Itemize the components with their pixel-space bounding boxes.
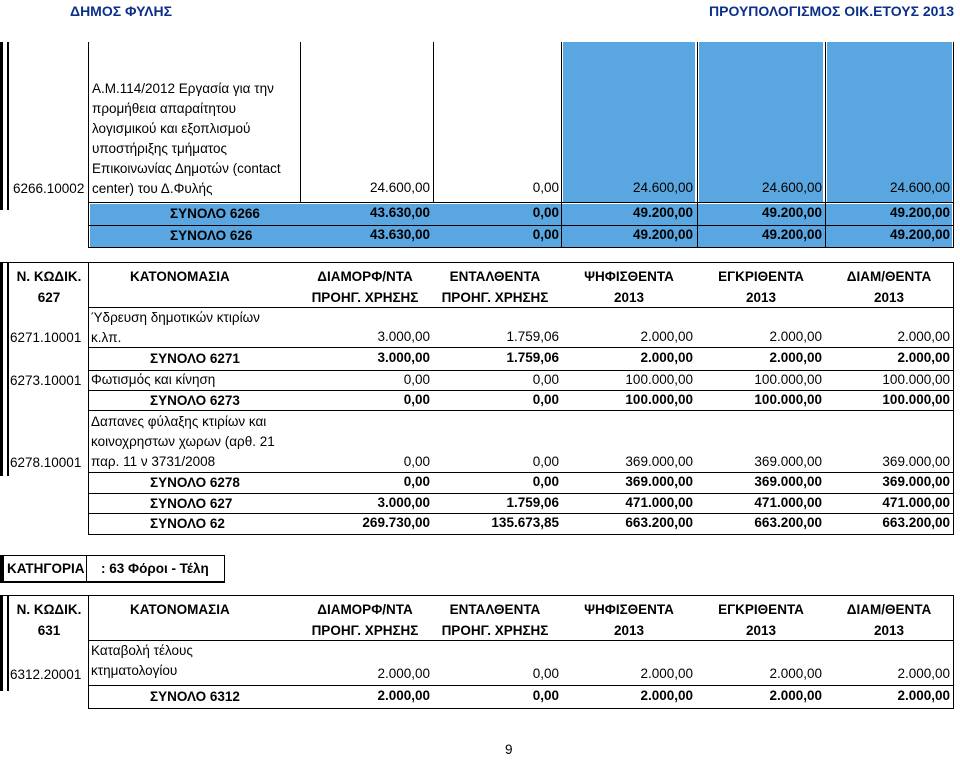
header-code: Ν. ΚΩΔΙΚ.	[16, 602, 82, 617]
header-c4-sub: 2013	[745, 290, 777, 305]
total-v5: 49.200,00	[889, 205, 950, 220]
row-v4: 24.600,00	[761, 180, 822, 195]
total-v1: 269.730,00	[362, 515, 430, 530]
row-v1: 2.000,00	[377, 666, 430, 681]
row-v4: 100.000,00	[754, 372, 822, 387]
row-v2: 1.759,06	[506, 329, 559, 344]
row-v5: 369.000,00	[882, 454, 950, 469]
total-v4: 2.000,00	[769, 350, 822, 365]
total-v2: 0,00	[532, 474, 559, 489]
total-v5: 100.000,00	[882, 392, 950, 407]
row-name: Φωτισμός και κίνηση	[91, 372, 216, 387]
total-v2: 1.759,06	[506, 495, 559, 510]
header-name: ΚΑΤΟΝΟΜΑΣΙΑ	[130, 269, 230, 284]
total-v1: 2.000,00	[377, 688, 430, 703]
total-v5: 2.000,00	[897, 350, 950, 365]
total-v2: 0,00	[532, 227, 559, 242]
municipality-title: ΔΗΜΟΣ ΦΥΛΗΣ	[70, 3, 173, 19]
total-v1: 0,00	[403, 392, 430, 407]
row-v3: 2.000,00	[640, 329, 693, 344]
row-name: Καταβολή τέλους κτηματολογίου	[91, 643, 193, 678]
total-v1: 3.000,00	[377, 350, 430, 365]
budget-title: ΠΡΟΥΠΟΛΟΓΙΣΜΟΣ ΟΙΚ.ΕΤΟΥΣ 2013	[709, 3, 954, 19]
category-value: : 63 Φόροι - Τέλη	[101, 561, 209, 576]
row-v3: 2.000,00	[640, 666, 693, 681]
header-c2: ΕΝΤΑΛΘΕΝΤΑ	[449, 602, 541, 617]
row-v5: 2.000,00	[897, 329, 950, 344]
header-c4: ΕΓΚΡΙΘΕΝΤΑ	[718, 602, 804, 617]
row-v1: 0,00	[403, 372, 430, 387]
total-v1: 3.000,00	[377, 495, 430, 510]
header-c2-sub: ΠΡΟΗΓ. ΧΡΗΣΗΣ	[441, 623, 549, 638]
total-v5: 369.000,00	[882, 474, 950, 489]
row-code: 6278.10001	[10, 455, 82, 470]
category-box	[0, 555, 225, 583]
row-v3: 100.000,00	[625, 372, 693, 387]
total-label: ΣΥΝΟΛΟ 6312	[150, 689, 240, 704]
row-v2: 0,00	[532, 666, 559, 681]
total-label: ΣΥΝΟΛΟ 62	[150, 516, 225, 531]
total-v2: 0,00	[532, 392, 559, 407]
total-v4: 49.200,00	[761, 227, 822, 242]
total-label: ΣΥΝΟΛΟ 626	[170, 228, 253, 243]
total-v4: 471.000,00	[754, 495, 822, 510]
total-v5: 2.000,00	[897, 688, 950, 703]
row-v4: 369.000,00	[754, 454, 822, 469]
total-v5: 49.200,00	[889, 227, 950, 242]
total-label: ΣΥΝΟΛΟ 6271	[150, 351, 240, 366]
total-label: ΣΥΝΟΛΟ 6273	[150, 393, 240, 408]
row-v2: 0,00	[532, 454, 559, 469]
total-v2: 1.759,06	[506, 350, 559, 365]
total-v3: 49.200,00	[632, 227, 693, 242]
total-v1: 43.630,00	[369, 227, 430, 242]
total-v4: 369.000,00	[754, 474, 822, 489]
header-c1-sub: ΠΡΟΗΓ. ΧΡΗΣΗΣ	[311, 290, 419, 305]
header-c3: ΨΗΦΙΣΘΕΝΤΑ	[584, 602, 674, 617]
header-c5-sub: 2013	[873, 290, 905, 305]
header-code-sub: 631	[37, 623, 61, 638]
total-v2: 135.673,85	[491, 515, 559, 530]
total-v3: 2.000,00	[640, 688, 693, 703]
header-c3-sub: 2013	[613, 623, 645, 638]
row-v1: 24.600,00	[369, 180, 430, 195]
header-code: Ν. ΚΩΔΙΚ.	[16, 269, 82, 284]
row-v4: 2.000,00	[769, 666, 822, 681]
total-v3: 471.000,00	[625, 495, 693, 510]
row-v2: 0,00	[532, 180, 559, 195]
row-v5: 100.000,00	[882, 372, 950, 387]
total-v4: 49.200,00	[761, 205, 822, 220]
total-v3: 100.000,00	[625, 392, 693, 407]
top-block	[0, 42, 960, 252]
header-c3-sub: 2013	[613, 290, 645, 305]
row-v5: 24.600,00	[889, 180, 950, 195]
row-v3: 369.000,00	[625, 454, 693, 469]
total-v5: 471.000,00	[882, 495, 950, 510]
row-code: 6273.10001	[10, 373, 82, 388]
header-code-sub: 627	[37, 290, 61, 305]
header-c2: ΕΝΤΑΛΘΕΝΤΑ	[449, 269, 541, 284]
total-label: ΣΥΝΟΛΟ 627	[150, 496, 233, 511]
block-627	[0, 262, 960, 542]
row-name: Ύδρευση δημοτικών κτιρίων κ.λπ.	[91, 310, 260, 345]
total-v2: 0,00	[532, 688, 559, 703]
total-label: ΣΥΝΟΛΟ 6278	[150, 475, 240, 490]
row-code: 6312.20001	[10, 667, 82, 682]
total-v5: 663.200,00	[882, 515, 950, 530]
total-v3: 369.000,00	[625, 474, 693, 489]
total-v1: 0,00	[403, 474, 430, 489]
row-v2: 0,00	[532, 372, 559, 387]
header-c4: ΕΓΚΡΙΘΕΝΤΑ	[718, 269, 804, 284]
total-v2: 0,00	[532, 205, 559, 220]
header-c1: ΔΙΑΜΟΡΦ/ΝΤΑ	[317, 602, 413, 617]
row-code: 6266.10002	[13, 181, 85, 196]
blue-col-c3	[563, 42, 695, 202]
row-v4: 2.000,00	[769, 329, 822, 344]
total-v1: 43.630,00	[369, 205, 430, 220]
category-label: ΚΑΤΗΓΟΡΙΑ	[7, 561, 85, 576]
header-c1: ΔΙΑΜΟΡΦ/ΝΤΑ	[317, 269, 413, 284]
total-v4: 663.200,00	[754, 515, 822, 530]
row-v5: 2.000,00	[897, 666, 950, 681]
row-v1: 0,00	[403, 454, 430, 469]
block-631	[0, 595, 960, 710]
total-v3: 49.200,00	[632, 205, 693, 220]
header-c5-sub: 2013	[873, 623, 905, 638]
header-c5: ΔΙΑΜ/ΘΕΝΤΑ	[846, 269, 932, 284]
page-number: 9	[505, 742, 513, 757]
header-name: ΚΑΤΟΝΟΜΑΣΙΑ	[130, 602, 230, 617]
row-name: Δαπανες φύλαξης κτιρίων και κοινοχρηστων χωρων (αρθ. 21 παρ. 11 ν 3731/2008	[91, 414, 275, 469]
row-v1: 3.000,00	[377, 329, 430, 344]
row-code: 6271.10001	[10, 330, 82, 345]
blue-col-c4	[699, 42, 823, 202]
total-v3: 663.200,00	[625, 515, 693, 530]
total-label: ΣΥΝΟΛΟ 6266	[170, 206, 260, 221]
blue-col-c5	[827, 42, 952, 202]
row-v3: 24.600,00	[632, 180, 693, 195]
total-v4: 2.000,00	[769, 688, 822, 703]
header-c4-sub: 2013	[745, 623, 777, 638]
total-v4: 100.000,00	[754, 392, 822, 407]
header-c2-sub: ΠΡΟΗΓ. ΧΡΗΣΗΣ	[441, 290, 549, 305]
header-c5: ΔΙΑΜ/ΘΕΝΤΑ	[846, 602, 932, 617]
row-name: Α.Μ.114/2012 Εργασία για την προμήθεια απαραίτητου λογισμικού και εξοπλισμού υποστήριξης τμήματος Επικοινωνίας Δημοτών (contact center) του Δ.Φυλής	[92, 81, 281, 196]
header-c1-sub: ΠΡΟΗΓ. ΧΡΗΣΗΣ	[311, 623, 419, 638]
header-c3: ΨΗΦΙΣΘΕΝΤΑ	[584, 269, 674, 284]
total-v3: 2.000,00	[640, 350, 693, 365]
